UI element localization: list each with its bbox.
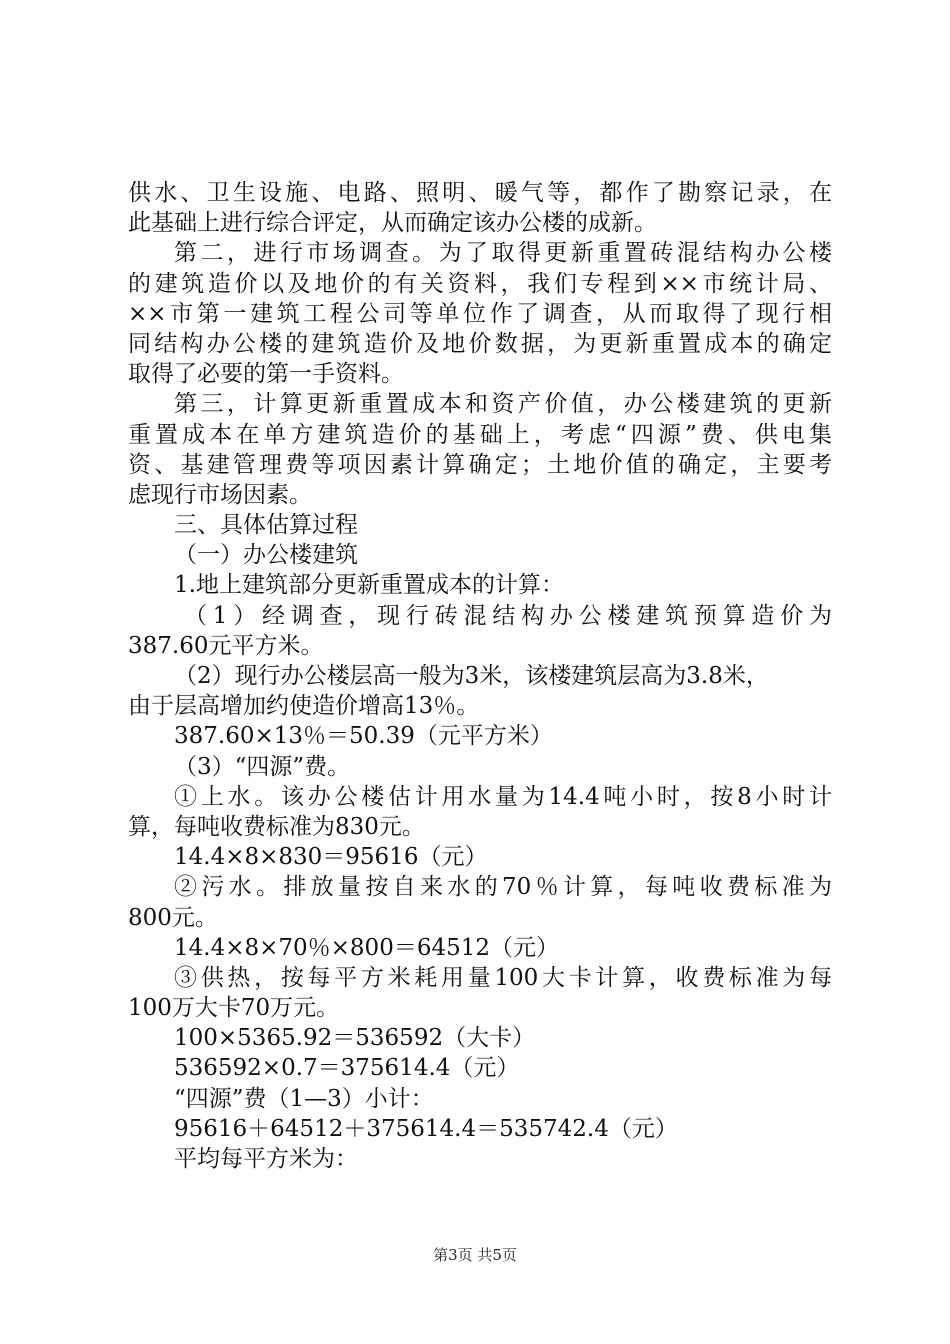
text-line: ③供热，按每平方米耗用量100大卡计算，收费标准为每 bbox=[174, 964, 832, 991]
text-line: ②污水。排放量按自来水的70％计算，每吨收费标准为 bbox=[174, 874, 832, 901]
section-heading: 三、具体估算过程 bbox=[174, 512, 358, 539]
formula-line: 14.4×8×70％×800＝64512（元） bbox=[174, 934, 559, 961]
text-line: 1.地上建筑部分更新重置成本的计算： bbox=[174, 572, 564, 599]
formula-line: 14.4×8×830＝95616（元） bbox=[174, 844, 488, 871]
text-line: 供水、卫生设施、电路、照明、暖气等，都作了勘察记录，在 bbox=[128, 180, 832, 206]
text-line: 资、基建管理费等项因素计算确定；土地价值的确定，主要考 bbox=[128, 451, 832, 478]
formula-line: 387.60×13％＝50.39（元平方米） bbox=[174, 723, 553, 750]
text-line: 同结构办公楼的建筑造价及地价数据，为更新重置成本的确定 bbox=[128, 330, 832, 357]
subsection-heading: （一）办公楼建筑 bbox=[174, 542, 358, 569]
document-body bbox=[128, 178, 832, 1174]
text-line: 的建筑造价以及地价的有关资料，我们专程到××市统计局、 bbox=[128, 270, 832, 297]
text-line: ××市第一建筑工程公司等单位作了调查，从而取得了现行相 bbox=[128, 300, 832, 327]
text-line: ①上水。该办公楼估计用水量为14.4吨小时，按8小时计 bbox=[174, 783, 832, 810]
text-line: （2）现行办公楼层高一般为3米，该楼建筑层高为3.8米， bbox=[174, 663, 769, 689]
text-line: 由于层高增加约使造价增高13％。 bbox=[128, 693, 480, 720]
formula-line: 100×5365.92＝536592（大卡） bbox=[174, 1025, 536, 1052]
text-line: 算，每吨收费标准为830元。 bbox=[128, 813, 425, 840]
text-line: 此基础上进行综合评定，从而确定该办公楼的成新。 bbox=[128, 210, 657, 237]
formula-line: 95616＋64512＋375614.4＝535742.4（元） bbox=[174, 1115, 678, 1142]
text-line: 387.60元平方米。 bbox=[128, 632, 324, 659]
text-line: 800元。 bbox=[128, 904, 218, 931]
text-line: 第三，计算更新重置成本和资产价值，办公楼建筑的更新 bbox=[174, 391, 832, 418]
text-line: “四源”费（1—3）小计： bbox=[174, 1085, 434, 1112]
text-line: 重置成本在单方建筑造价的基础上，考虑“四源”费、供电集 bbox=[128, 421, 832, 448]
text-line: 平均每平方米为： bbox=[174, 1146, 358, 1172]
text-line: （1）经调查，现行砖混结构办公楼建筑预算造价为 bbox=[184, 602, 832, 629]
text-line: 第二，进行市场调查。为了取得更新重置砖混结构办公楼 bbox=[174, 240, 832, 267]
text-line: 取得了必要的第一手资料。 bbox=[128, 361, 404, 388]
page-footer: 第3页 共5页 bbox=[433, 1246, 517, 1264]
text-line: 100万大卡70万元。 bbox=[128, 995, 340, 1022]
text-line: 虑现行市场因素。 bbox=[128, 481, 312, 508]
text-line: （3）“四源”费。 bbox=[174, 753, 351, 780]
formula-line: 536592×0.7＝375614.4（元） bbox=[174, 1055, 520, 1082]
